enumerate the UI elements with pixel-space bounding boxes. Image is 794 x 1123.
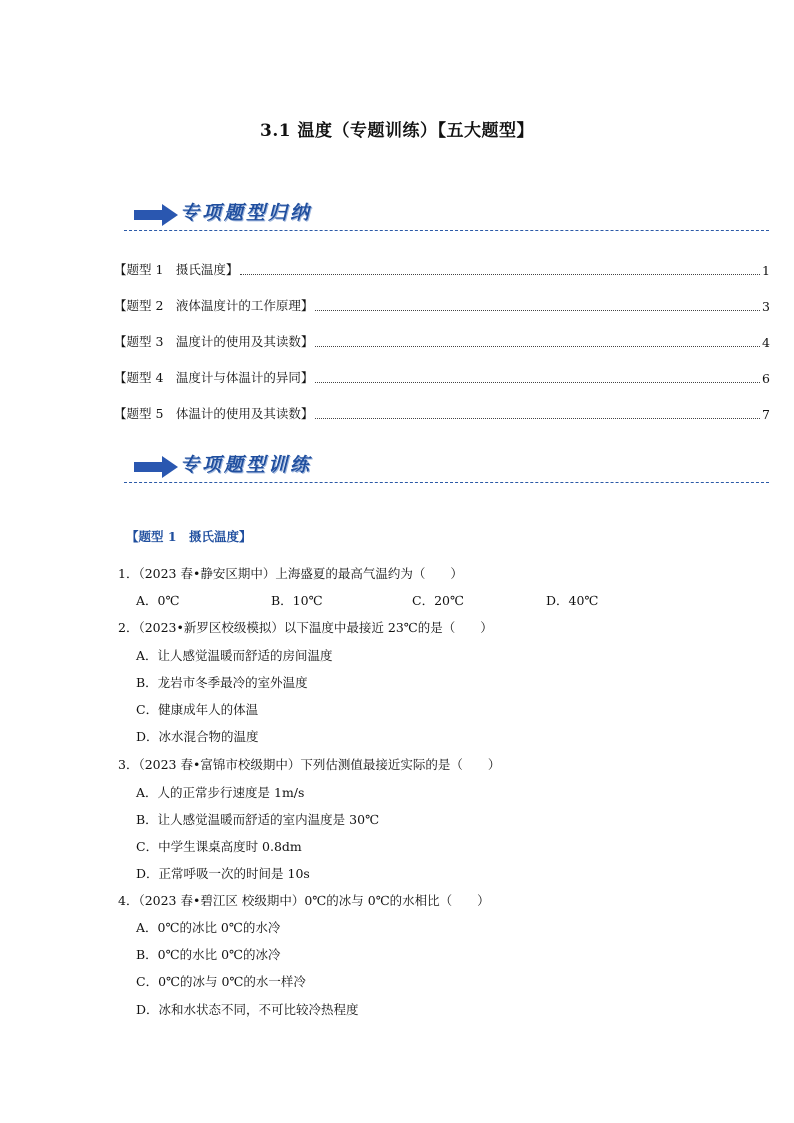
option[interactable]: B．0℃的水比 0℃的冰冷 — [136, 947, 281, 962]
option[interactable]: B．让人感觉温暖而舒适的室内温度是 30℃ — [136, 812, 380, 827]
option[interactable]: C．中学生课桌高度时 0.8dm — [136, 839, 302, 854]
option-row — [136, 591, 736, 609]
question-stem: 4．（2023 春•碧江区 校级期中）0℃的冰与 0℃的水相比（ ） — [118, 893, 490, 908]
option[interactable]: C．20℃ — [412, 593, 464, 608]
toc-item-page: 3 — [762, 299, 770, 314]
option[interactable]: D．正常呼吸一次的时间是 10s — [136, 866, 310, 881]
option[interactable]: D．冰和水状态不同，不可比较冷热程度 — [136, 1002, 359, 1017]
toc-item[interactable] — [114, 404, 770, 422]
toc-item-label: 【题型 4 温度计与体温计的异同】 — [114, 370, 314, 385]
option[interactable]: A．0℃的冰比 0℃的水冷 — [136, 920, 281, 935]
toc-leader — [315, 418, 760, 419]
toc-item-page: 7 — [762, 407, 770, 422]
toc-leader — [315, 310, 760, 311]
toc-item[interactable] — [114, 332, 770, 350]
page-title: 3.1 温度（专题训练）【五大题型】 — [260, 121, 534, 141]
option[interactable]: D．40℃ — [546, 593, 599, 608]
arrow-right-icon — [134, 456, 178, 478]
option[interactable]: C．0℃的冰与 0℃的水一样冷 — [136, 974, 306, 989]
toc-item-label: 【题型 1 摄氏温度】 — [114, 262, 239, 277]
question-section-title: 【题型 1 摄氏温度】 — [126, 529, 252, 544]
toc-item-label: 【题型 2 液体温度计的工作原理】 — [114, 298, 314, 313]
toc-item-page: 4 — [762, 335, 770, 350]
toc-item-page: 6 — [762, 371, 770, 386]
question-stem: 2．（2023•新罗区校级模拟）以下温度中最接近 23℃的是（ ） — [118, 620, 493, 635]
option[interactable]: A．让人感觉温暖而舒适的房间温度 — [136, 648, 333, 663]
toc-leader — [315, 346, 760, 347]
toc-item-label: 【题型 3 温度计的使用及其读数】 — [114, 334, 314, 349]
option[interactable]: A．人的正常步行速度是 1m/s — [136, 785, 305, 800]
toc-leader — [315, 382, 760, 383]
toc-item-label: 【题型 5 体温计的使用及其读数】 — [114, 406, 314, 421]
option[interactable]: C．健康成年人的体温 — [136, 702, 259, 717]
toc-leader — [240, 274, 760, 275]
section-header-training — [124, 448, 769, 488]
section-header-summary — [124, 196, 769, 236]
question-stem: 1．（2023 春•静安区期中）上海盛夏的最高气温约为（ ） — [118, 566, 463, 581]
section-header-title: 专项题型训练 — [180, 454, 313, 476]
option[interactable]: B．龙岩市冬季最冷的室外温度 — [136, 675, 308, 690]
toc-item-page: 1 — [762, 263, 770, 278]
toc-item[interactable] — [114, 260, 770, 278]
arrow-right-icon — [134, 204, 178, 226]
toc-item[interactable] — [114, 296, 770, 314]
toc-item[interactable] — [114, 368, 770, 386]
section-header-title: 专项题型归纳 — [180, 202, 313, 224]
divider — [124, 230, 769, 231]
option[interactable]: B．10℃ — [271, 593, 323, 608]
question-stem: 3．（2023 春•富锦市校级期中）下列估测值最接近实际的是（ ） — [118, 757, 501, 772]
option[interactable]: D．冰水混合物的温度 — [136, 729, 259, 744]
divider — [124, 482, 769, 483]
option[interactable]: A．0℃ — [136, 593, 180, 608]
